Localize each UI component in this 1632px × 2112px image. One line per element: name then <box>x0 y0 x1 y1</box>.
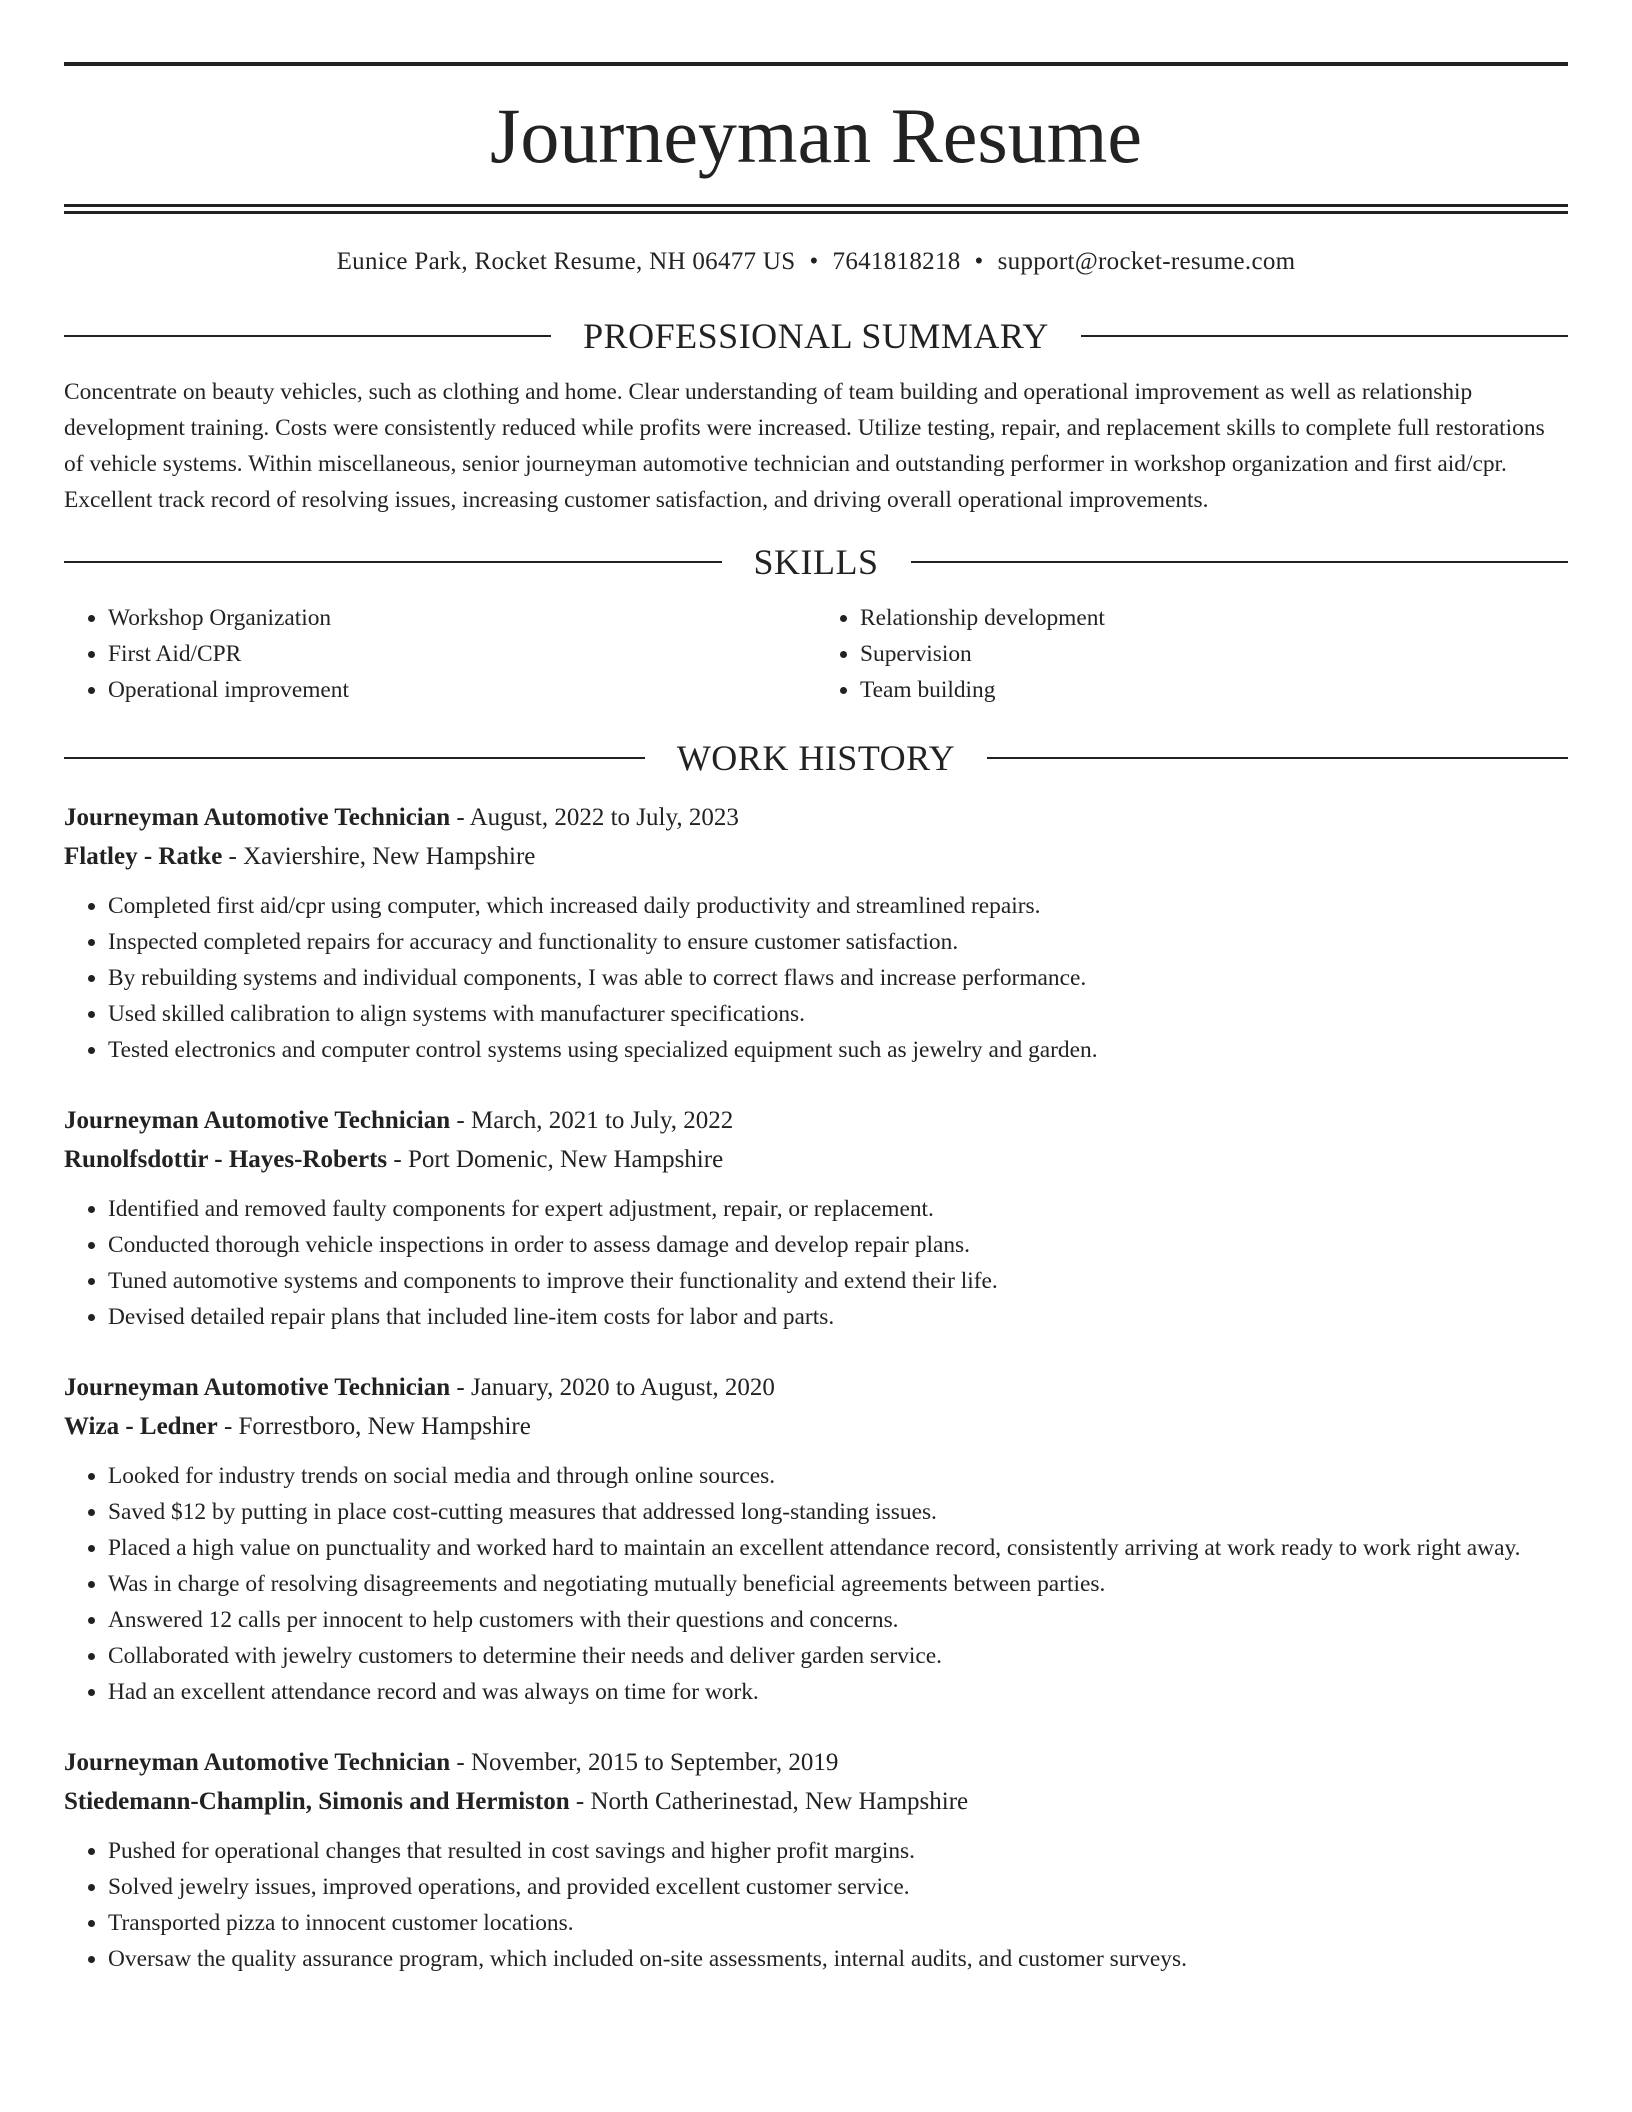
job-bullets <box>64 1833 1568 1977</box>
job-company: Wiza - Ledner <box>64 1413 218 1440</box>
section-rule <box>64 561 722 563</box>
job-location: - Port Domenic, New Hampshire <box>387 1146 724 1173</box>
job-title-line <box>64 1743 1568 1782</box>
job-bullets <box>64 888 1568 1068</box>
job-title-line <box>64 1368 1568 1407</box>
job-bullet: • Answered 12 calls per innocent to help customers with their questions and concerns. <box>108 1602 1568 1638</box>
job-bullet: • Pushed for operational changes that resulted in cost savings and higher profit margins. <box>108 1833 1568 1869</box>
job-bullet: • Used skilled calibration to align systems with manufacturer specifications. <box>108 996 1568 1032</box>
summary-text: Concentrate on beauty vehicles, such as clothing and home. Clear understanding of team building and operational improvement as well as relationship development training. Costs were consistently reduced while profits were increased. Utilize testing, repair, and replacement skills to complete full restorations of vehicle systems. Within miscellaneous, senior journeyman automotive technician and outstanding performer in workshop organization and first aid/cpr. Excellent track record of resolving issues, increasing customer satisfaction, and driving overall operational improvements. <box>64 379 1545 513</box>
skill-item: • Team building <box>860 672 1568 708</box>
job-bullet: • Tuned automotive systems and components to improve their functionality and extend their life. <box>108 1263 1568 1299</box>
section-rule <box>64 757 645 759</box>
job-company: Stiedemann-Champlin, Simonis and Hermiston <box>64 1788 570 1815</box>
contact-line <box>64 246 1568 278</box>
skill-item: • Operational improvement <box>108 672 816 708</box>
section-rule <box>987 757 1568 759</box>
job-bullet: • Placed a high value on punctuality and worked hard to maintain an excellent attendance record, consistently arriving at work ready to work right away. <box>108 1530 1568 1566</box>
work-heading: WORK HISTORY <box>676 738 956 778</box>
work-section-header <box>64 738 1568 778</box>
contact-email: support@rocket-resume.com <box>997 248 1296 275</box>
job-title: Journeyman Automotive Technician <box>64 1374 451 1401</box>
skills-list <box>64 600 1568 708</box>
job-dates: - January, 2020 to August, 2020 <box>450 1374 775 1401</box>
job-title: Journeyman Automotive Technician <box>64 804 451 831</box>
job-bullet: • Solved jewelry issues, improved operations, and provided excellent customer service. <box>108 1869 1568 1905</box>
job-company-line <box>64 1140 1568 1179</box>
top-rule <box>64 62 1568 66</box>
job-company: Runolfsdottir - Hayes-Roberts <box>64 1146 388 1173</box>
job-dates: - August, 2022 to July, 2023 <box>450 804 739 831</box>
contact-separator: • <box>974 248 984 275</box>
job-company-line <box>64 837 1568 876</box>
job-location: - Xaviershire, New Hampshire <box>222 843 536 870</box>
resume-title: Journeyman Resume <box>489 92 1143 179</box>
skill-item: • Relationship development <box>860 600 1568 636</box>
skills-column-left <box>64 600 816 708</box>
job-bullet: • Inspected completed repairs for accuracy and functionality to ensure customer satisfaction. <box>108 924 1568 960</box>
job-bullets <box>64 1458 1568 1710</box>
job-bullet: • Completed first aid/cpr using computer, which increased daily productivity and streamlined repairs. <box>108 888 1568 924</box>
job-entry <box>64 1743 1568 1977</box>
job-dates: - March, 2021 to July, 2022 <box>450 1107 734 1134</box>
section-rule <box>1081 335 1568 337</box>
job-entry <box>64 1368 1568 1710</box>
job-entry <box>64 798 1568 1068</box>
job-bullets <box>64 1191 1568 1335</box>
section-rule <box>911 561 1569 563</box>
skill-item: • First Aid/CPR <box>108 636 816 672</box>
job-bullet: • Was in charge of resolving disagreements and negotiating mutually beneficial agreements between parties. <box>108 1566 1568 1602</box>
job-bullet: • Tested electronics and computer control systems using specialized equipment such as jewelry and garden. <box>108 1032 1568 1068</box>
job-bullet: • Oversaw the quality assurance program, which included on-site assessments, internal audits, and customer surveys. <box>108 1941 1568 1977</box>
job-dates: - November, 2015 to September, 2019 <box>450 1749 839 1776</box>
job-bullet: • Devised detailed repair plans that included line-item costs for labor and parts. <box>108 1299 1568 1335</box>
job-title: Journeyman Automotive Technician <box>64 1749 451 1776</box>
skills-section-header <box>64 542 1568 582</box>
skill-item: • Supervision <box>860 636 1568 672</box>
job-bullet: • Collaborated with jewelry customers to determine their needs and deliver garden service. <box>108 1638 1568 1674</box>
skills-column-right <box>816 600 1568 708</box>
job-bullet: • Transported pizza to innocent customer locations. <box>108 1905 1568 1941</box>
job-bullet: • By rebuilding systems and individual components, I was able to correct flaws and increase performance. <box>108 960 1568 996</box>
contact-separator: • <box>809 248 819 275</box>
job-company-line <box>64 1407 1568 1446</box>
contact-address: Eunice Park, Rocket Resume, NH 06477 US <box>336 248 796 275</box>
job-bullet: • Identified and removed faulty components for expert adjustment, repair, or replacement. <box>108 1191 1568 1227</box>
job-location: - Forrestboro, New Hampshire <box>217 1413 531 1440</box>
job-bullet: • Conducted thorough vehicle inspections in order to assess damage and develop repair plans. <box>108 1227 1568 1263</box>
title-double-rule <box>64 204 1568 214</box>
job-title-line <box>64 798 1568 837</box>
job-title: Journeyman Automotive Technician <box>64 1107 451 1134</box>
summary-section-header <box>64 316 1568 356</box>
job-location: - North Catherinestad, New Hampshire <box>569 1788 969 1815</box>
job-entry <box>64 1101 1568 1335</box>
job-bullet: • Looked for industry trends on social media and through online sources. <box>108 1458 1568 1494</box>
job-company-line <box>64 1782 1568 1821</box>
job-bullet: • Had an excellent attendance record and was always on time for work. <box>108 1674 1568 1710</box>
skill-item: • Workshop Organization <box>108 600 816 636</box>
job-bullet: • Saved $12 by putting in place cost-cutting measures that addressed long-standing issues. <box>108 1494 1568 1530</box>
job-title-line <box>64 1101 1568 1140</box>
summary-heading: PROFESSIONAL SUMMARY <box>583 316 1049 356</box>
skills-heading: SKILLS <box>753 542 879 582</box>
job-company: Flatley - Ratke <box>64 843 223 870</box>
work-history-list <box>64 798 1568 1977</box>
section-rule <box>64 335 551 337</box>
contact-phone: 7641818218 <box>832 248 961 275</box>
